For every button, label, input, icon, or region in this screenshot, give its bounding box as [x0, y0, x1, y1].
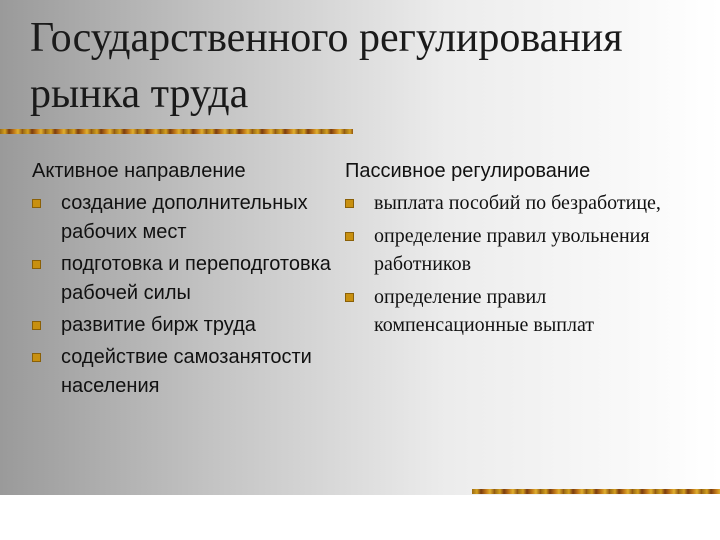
active-heading: Активное направление: [32, 160, 246, 182]
square-bullet-icon: [345, 293, 354, 302]
list-item: [32, 311, 332, 340]
passive-column: [345, 157, 705, 344]
active-column: [32, 157, 332, 404]
square-bullet-icon: [345, 199, 354, 208]
list-item: [345, 283, 705, 339]
square-bullet-icon: [32, 199, 41, 208]
list-item-label: создание дополнительных рабочих мест: [61, 192, 308, 243]
list-item-label: развитие бирж труда: [61, 314, 256, 336]
list-item: [32, 189, 332, 247]
title-line-2: рынка труда: [30, 71, 249, 117]
footer-accent-bar: [472, 489, 720, 494]
active-list: [32, 189, 332, 401]
list-item-label: определение правил компенсационные выплат: [374, 286, 595, 336]
square-bullet-icon: [345, 232, 354, 241]
list-item: [32, 343, 332, 401]
passive-heading: Пассивное регулирование: [345, 160, 591, 182]
list-item-label: выплата пособий по безработице,: [374, 192, 661, 214]
title-underline: [0, 129, 353, 134]
list-item: [345, 222, 705, 278]
square-bullet-icon: [32, 353, 41, 362]
list-item: [32, 250, 332, 308]
title-line-1: Государственного регулирования: [30, 15, 623, 61]
square-bullet-icon: [32, 321, 41, 330]
slide-title: [30, 10, 690, 122]
list-item-label: подготовка и переподготовка рабочей силы: [61, 253, 331, 304]
square-bullet-icon: [32, 260, 41, 269]
passive-list: [345, 189, 705, 339]
list-item-label: содействие самозанятости населения: [61, 346, 312, 397]
list-item: [345, 189, 705, 217]
list-item-label: определение правил увольнения работников: [374, 225, 650, 275]
